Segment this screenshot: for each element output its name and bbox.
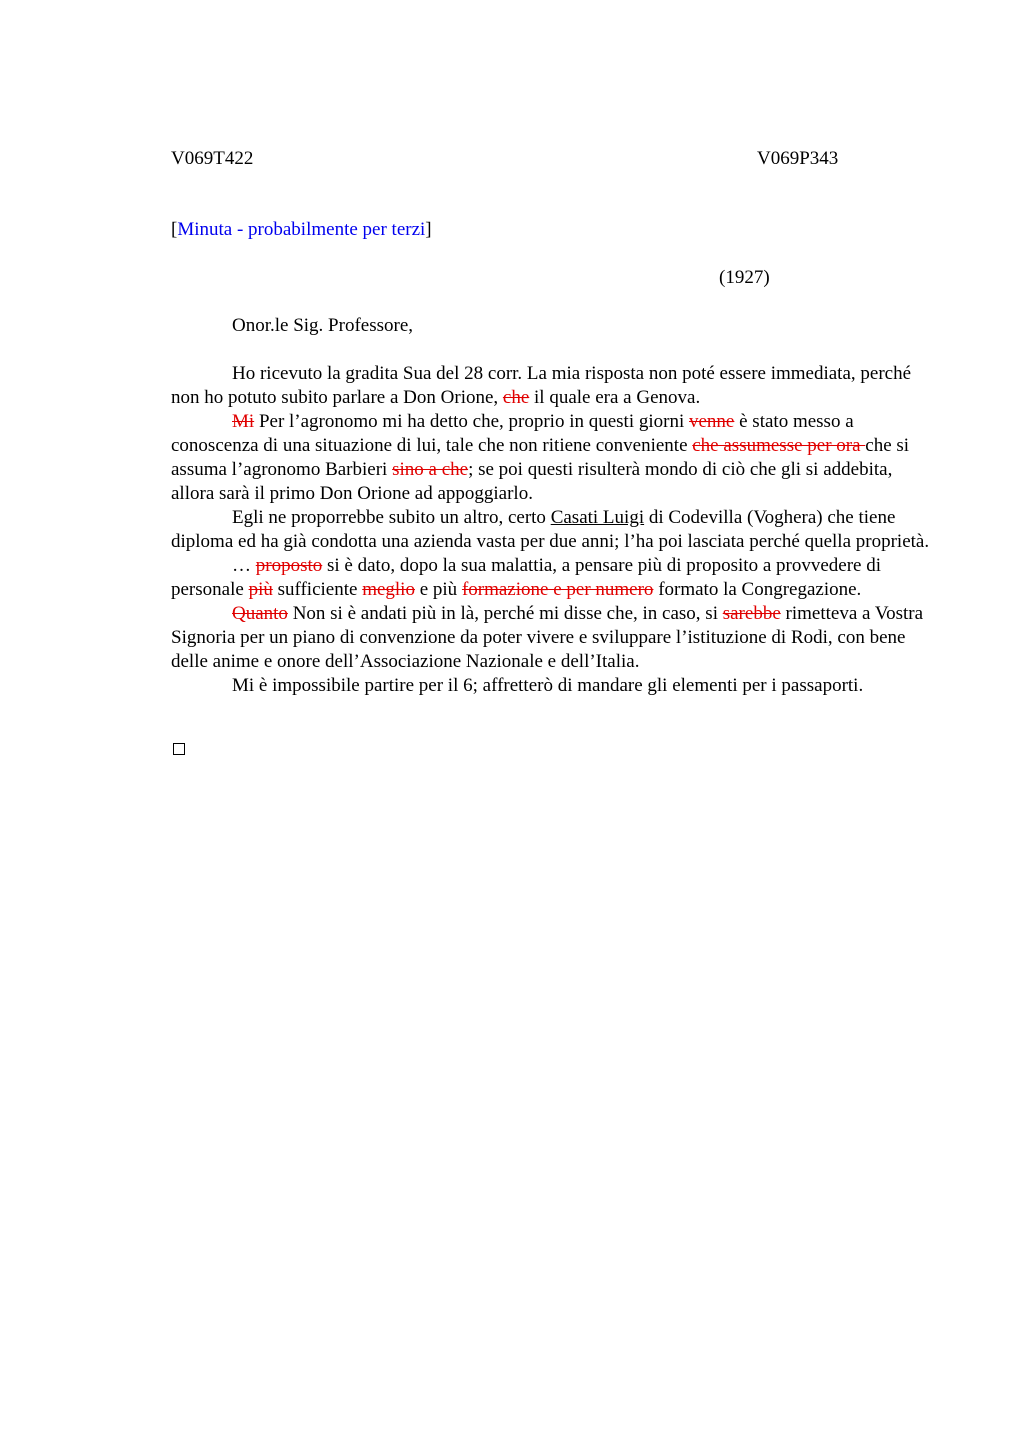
text-segment: è stato messo a conoscenza di una situazione di lui, tale che non ritiene conveniente bbox=[171, 411, 854, 456]
paragraph-3 bbox=[171, 506, 931, 554]
paragraph-6 bbox=[171, 674, 931, 698]
document-code-left: V069T422 bbox=[171, 148, 254, 169]
text-segment: Non si è andati più in là, perché mi disse che, in caso, si bbox=[287, 603, 723, 624]
text-segment: Per l’agronomo mi ha detto che, proprio in questi giorni bbox=[254, 411, 689, 432]
text-segment: ; se poi questi risulterà mondo di ciò che gli si addebita, allora sarà il primo Don Orione ad appoggiarlo. bbox=[171, 459, 893, 504]
text-segment: Ho ricevuto la gradita Sua del 28 corr. La mia risposta non poté essere immediata, perché non ho potuto subito parlare a Don Orione, bbox=[171, 363, 912, 408]
letter-date: (1927) bbox=[719, 267, 770, 288]
paragraph-4 bbox=[171, 554, 931, 602]
deleted-word: Mi bbox=[232, 411, 255, 432]
deleted-word: Quanto bbox=[232, 603, 288, 624]
deleted-word: sarebbe bbox=[722, 603, 781, 624]
deleted-phrase: sino a che bbox=[392, 459, 469, 480]
text-segment: il quale era a Genova. bbox=[529, 387, 701, 408]
deleted-word: meglio bbox=[362, 579, 415, 600]
text-segment: che si assuma l’agronomo Barbieri bbox=[171, 435, 910, 480]
deleted-word: proposto bbox=[255, 555, 323, 576]
text-segment: e più bbox=[414, 579, 462, 600]
empty-square-icon bbox=[173, 743, 185, 755]
deleted-word: più bbox=[248, 579, 273, 600]
document-code-right: V069P343 bbox=[757, 148, 839, 169]
text-segment: sufficiente bbox=[272, 579, 363, 600]
text-segment: rimetteva a Vostra Signoria per un piano di convenzione da poter vivere e sviluppare l’istituzione di Rodi, con bene delle anime e onore dell’Associazione Nazionale e dell’Italia. bbox=[171, 603, 924, 672]
text-segment: di Codevilla (Voghera) che tiene diploma ed ha già condotta una azienda vasta per due anni; l’ha poi lasciata perché quella proprietà. bbox=[171, 507, 930, 552]
deleted-word: che bbox=[502, 387, 530, 408]
text-segment: formato la Congregazione. bbox=[653, 579, 862, 600]
letter-body bbox=[171, 362, 931, 698]
deleted-phrase: che assumesse per ora bbox=[692, 435, 866, 456]
paragraph-2 bbox=[171, 410, 931, 506]
deleted-word: venne bbox=[689, 411, 735, 432]
note-open-bracket: [ bbox=[171, 219, 178, 240]
text-segment: … bbox=[232, 555, 256, 576]
text-segment: Egli ne proporrebbe subito un altro, certo bbox=[232, 507, 551, 528]
underlined-name: Casati Luigi bbox=[550, 507, 645, 528]
note-text: Minuta - probabilmente per terzi bbox=[177, 219, 426, 240]
note-close-bracket: ] bbox=[425, 219, 432, 240]
text-segment: Mi è impossibile partire per il 6; affretterò di mandare gli elementi per i passaporti. bbox=[232, 675, 864, 696]
text-segment: si è dato, dopo la sua malattia, a pensare più di proposito a provvedere di personale bbox=[171, 555, 882, 600]
paragraph-5 bbox=[171, 602, 931, 674]
deleted-phrase: formazione e per numero bbox=[461, 579, 654, 600]
letter-greeting: Onor.le Sig. Professore, bbox=[232, 315, 414, 336]
editorial-note bbox=[171, 219, 432, 241]
paragraph-1 bbox=[171, 362, 931, 410]
